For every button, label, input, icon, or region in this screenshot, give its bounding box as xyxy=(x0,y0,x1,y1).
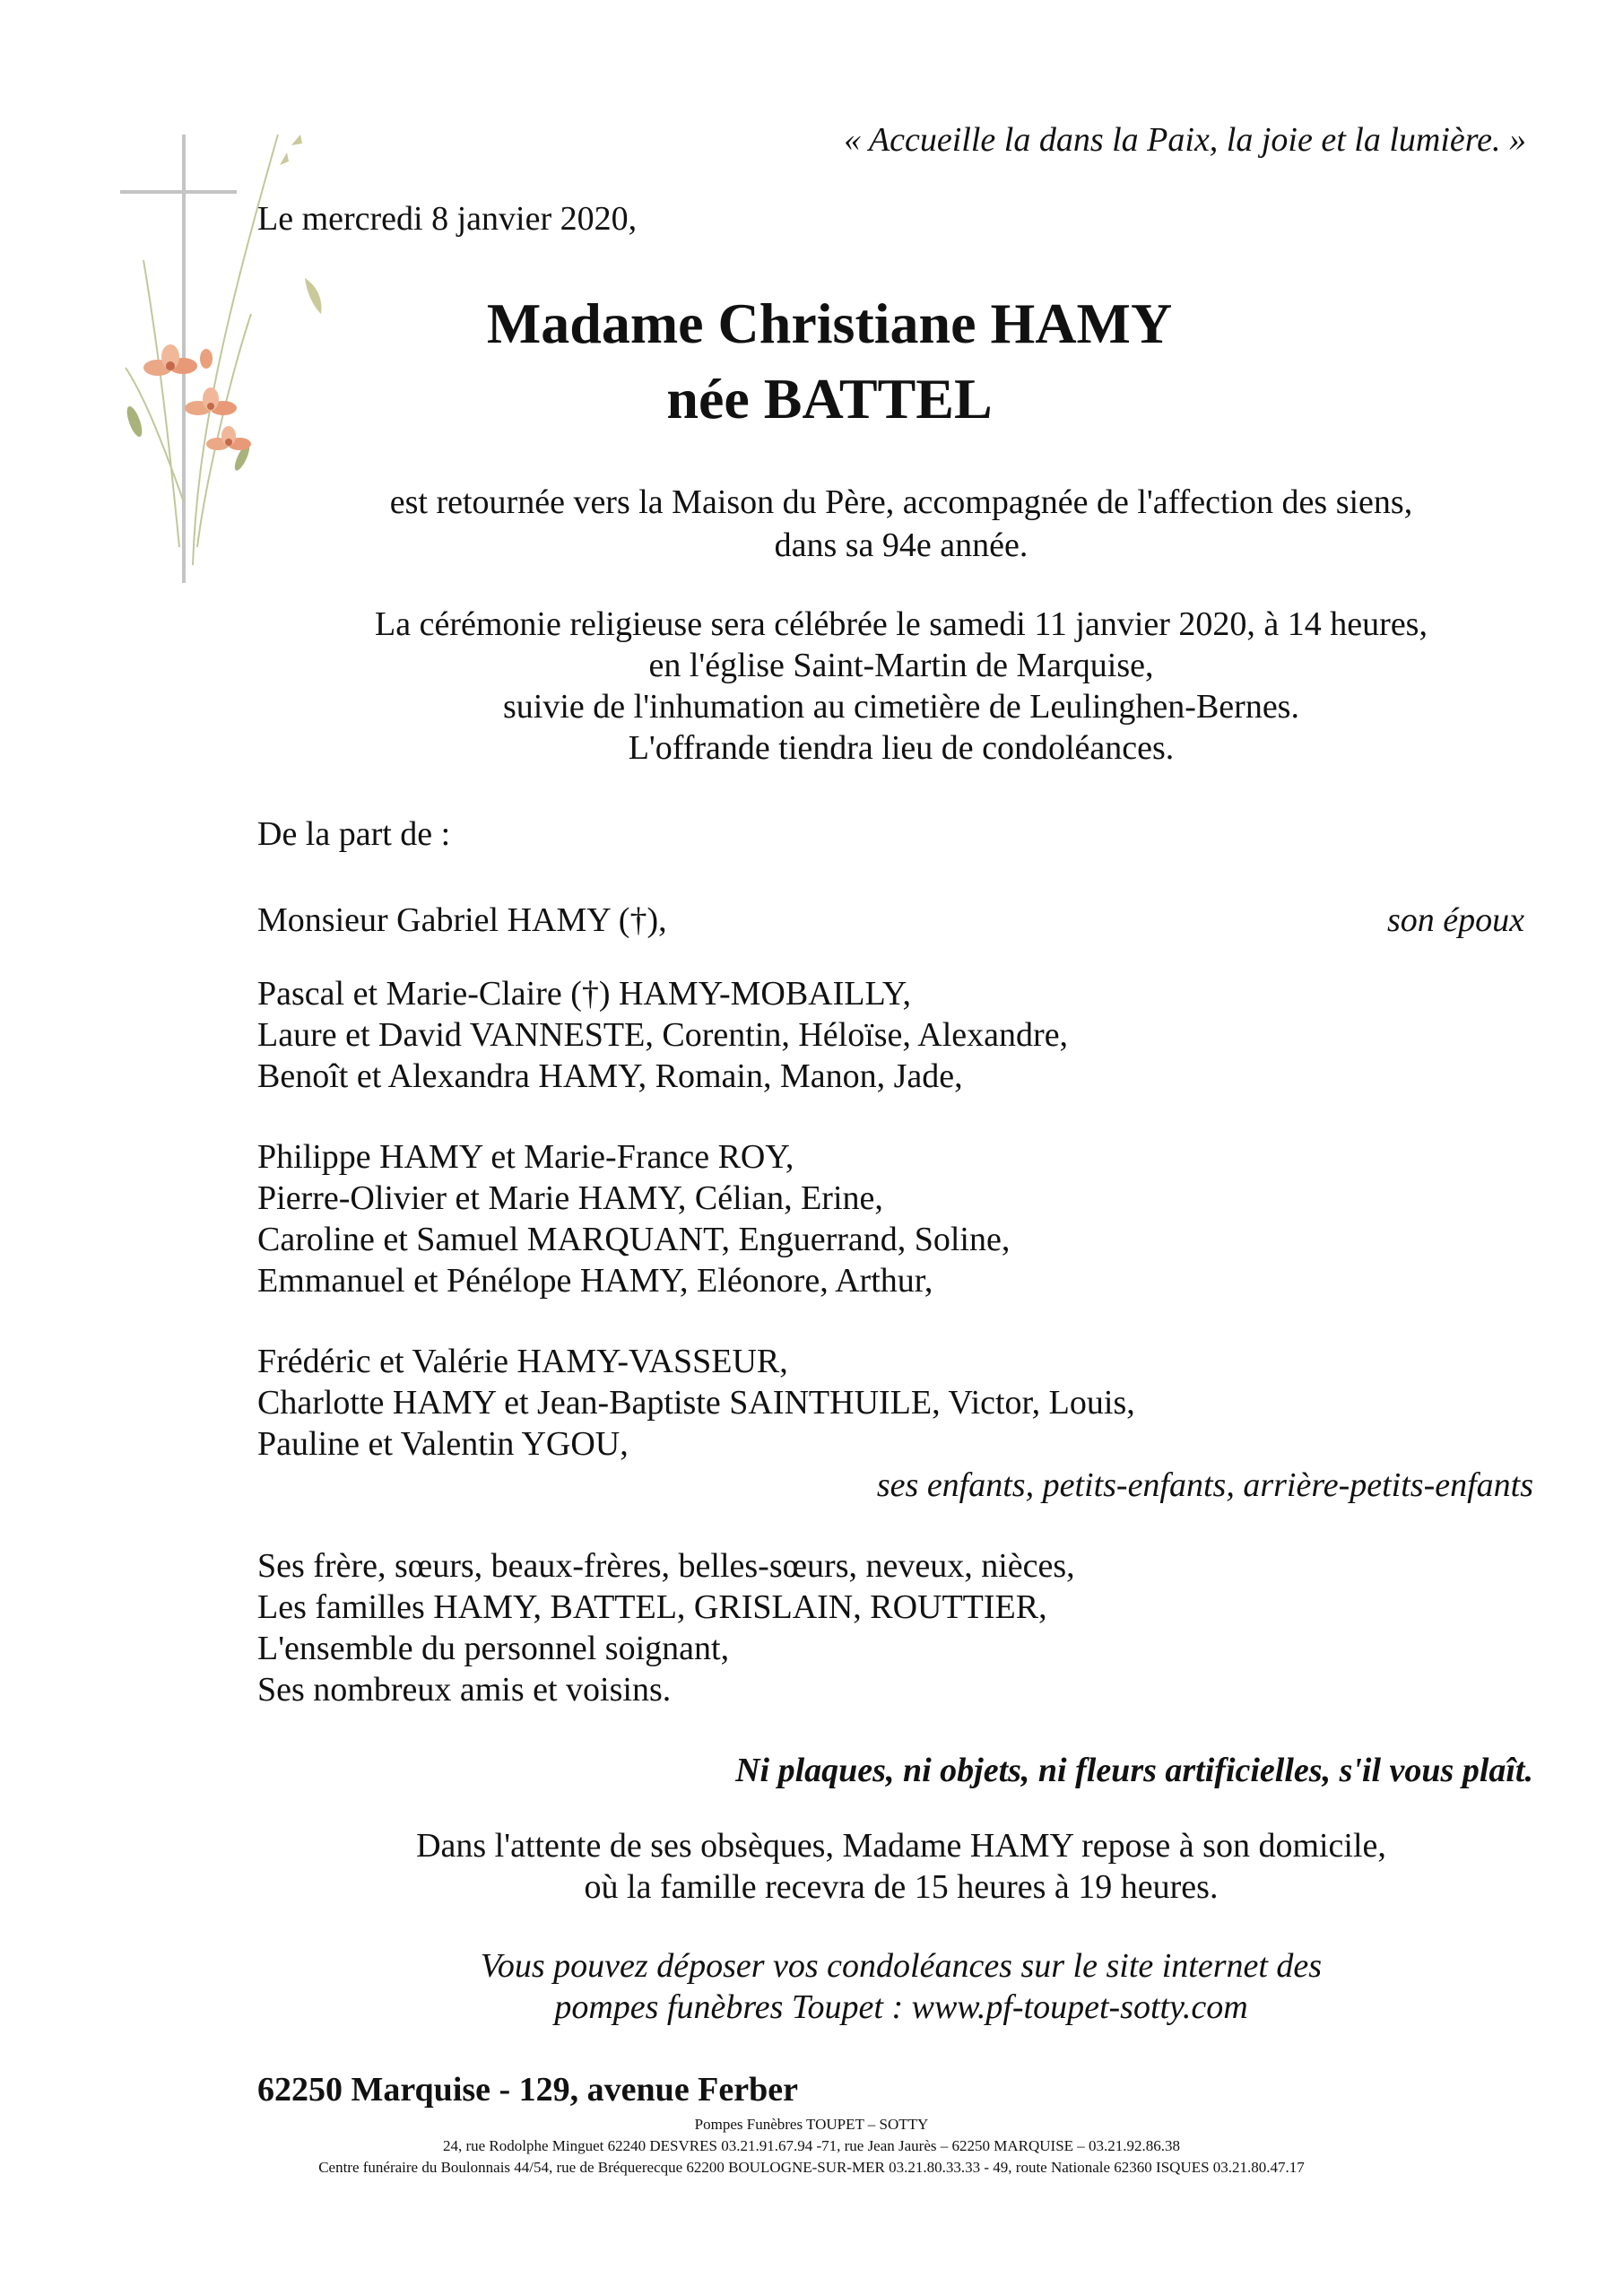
deceased-name: Madame Christiane HAMY xyxy=(486,291,1173,355)
spouse-name: Monsieur Gabriel HAMY (†), xyxy=(257,901,667,939)
footer-company: Pompes Funèbres TOUPET – SOTTY xyxy=(694,2116,929,2133)
family-line: Laure et David VANNESTE, Corentin, Héloïse, Alexandre, xyxy=(257,1016,1069,1054)
ceremony-line: suivie de l'inhumation au cimetière de Leulinghen-Bernes. xyxy=(503,688,1299,726)
children-relation: ses enfants, petits-enfants, arrière-petits-enfants xyxy=(876,1466,1533,1504)
ceremony-line: en l'église Saint-Martin de Marquise, xyxy=(648,647,1154,684)
grass-ear xyxy=(280,135,302,165)
family-line: Pierre-Olivier et Marie HAMY, Célian, Erine, xyxy=(257,1179,883,1217)
others-line: Ses frère, sœurs, beaux-frères, belles-sœurs, neveux, nièces, xyxy=(257,1547,1075,1585)
cross-horizontal-bar xyxy=(120,190,237,194)
family-line: Frédéric et Valérie HAMY-VASSEUR, xyxy=(257,1343,788,1380)
epigraph: « Accueille la dans la Paix, la joie et la lumière. » xyxy=(844,121,1526,159)
family-line: Charlotte HAMY et Jean-Baptiste SAINTHUILE, Victor, Louis, xyxy=(257,1384,1135,1422)
viewing-line: où la famille recevra de 15 heures à 19 heures. xyxy=(584,1868,1219,1906)
family-line: Pascal et Marie-Claire (†) HAMY-MOBAILLY, xyxy=(257,975,911,1013)
footer-address: Centre funéraire du Boulonnais 44/54, rue de Bréquerecque 62200 BOULOGNE-SUR-MER 03.21.80.33.33 - 49, route Nationale 62360 ISQUES 03.21.80.47.17 xyxy=(318,2159,1305,2176)
condolences-line: pompes funèbres Toupet : www.pf-toupet-sotty.com xyxy=(554,1988,1248,2026)
ceremony-line: La cérémonie religieuse sera célébrée le samedi 11 janvier 2020, à 14 heures, xyxy=(375,605,1428,643)
condolences-line: Vous pouvez déposer vos condoléances sur le site internet des xyxy=(480,1947,1323,1985)
date-line: Le mercredi 8 janvier 2020, xyxy=(257,200,638,238)
request-line: Ni plaques, ni objets, ni fleurs artificielles, s'il vous plaît. xyxy=(735,1752,1533,1789)
announcement-line: est retournée vers la Maison du Père, accompagnée de l'affection des siens, xyxy=(389,483,1413,521)
address: 62250 Marquise - 129, avenue Ferber xyxy=(257,2071,798,2109)
family-line: Philippe HAMY et Marie-France ROY, xyxy=(257,1138,794,1176)
others-line: Ses nombreux amis et voisins. xyxy=(257,1671,672,1709)
others-line: L'ensemble du personnel soignant, xyxy=(257,1630,730,1667)
family-line: Emmanuel et Pénélope HAMY, Eléonore, Arthur, xyxy=(257,1262,933,1300)
family-line: Benoît et Alexandra HAMY, Romain, Manon, Jade, xyxy=(257,1057,963,1095)
viewing-line: Dans l'attente de ses obsèques, Madame HAMY repose à son domicile, xyxy=(416,1827,1386,1865)
family-line: Caroline et Samuel MARQUANT, Enguerrand, Soline, xyxy=(257,1221,1011,1258)
deceased-maiden-name: née BATTEL xyxy=(666,367,993,430)
footer-address: 24, rue Rodolphe Minguet 62240 DESVRES 03.21.91.67.94 -71, rue Jean Jaurès – 62250 MARQUISE – 03.21.92.86.38 xyxy=(442,2137,1181,2154)
family-line: Pauline et Valentin YGOU, xyxy=(257,1425,629,1463)
spouse-relation: son époux xyxy=(1386,901,1524,939)
others-line: Les familles HAMY, BATTEL, GRISLAIN, ROUTTIER, xyxy=(257,1588,1047,1626)
announcement-line: dans sa 94e année. xyxy=(774,526,1028,564)
from-label: De la part de : xyxy=(257,815,451,853)
ceremony-line: L'offrande tiendra lieu de condoléances. xyxy=(628,729,1175,767)
